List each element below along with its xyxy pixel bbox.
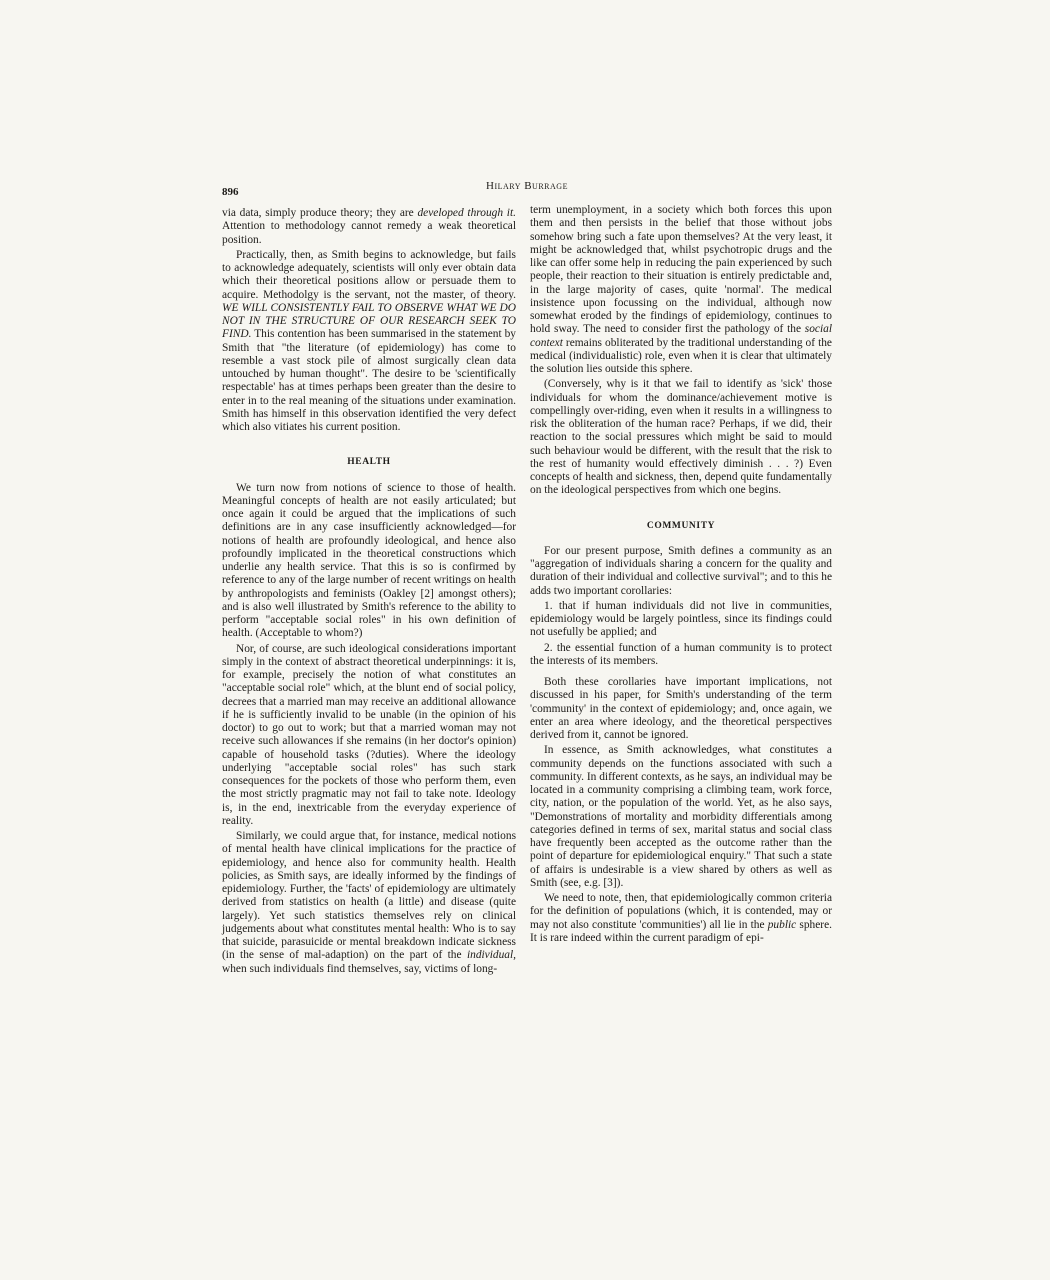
paragraph: In essence, as Smith acknowledges, what constitutes a community depends on the functions associated with such a community. In different contexts, as he says, an individual may be located in a community comprising a climbing team, work force, city, nation, or the population of the world. Yet, as he also says, "Demonstrations of mortality and morbidity differentials among categories defined in terms of sex, marital status and social class have frequently been accepted as the outcome rather than the point of departure for epidemiological enquiry." That such a state of affairs is undesirable is a view shared by others as well as Smith (see, e.g. [3]). bbox=[530, 744, 832, 889]
paragraph: via data, simply produce theory; they are developed through it. Attention to methodology cannot remedy a weak theoretical position. bbox=[222, 207, 516, 246]
paragraph: Both these corollaries have important implications, not discussed in his paper, for Smith's understanding of the term 'community' in the context of epidemiology; and, once again, we enter an area where ideology, and the theoretical perspectives derived from it, cannot be ignored. bbox=[530, 676, 832, 741]
paragraph: For our present purpose, Smith defines a community as an "aggregation of individuals sharing a concern for the quality and duration of their individual and collective survival"; and to this he adds two important corollaries: bbox=[530, 544, 832, 597]
right-column bbox=[530, 204, 832, 945]
list-item: 2. the essential function of a human community is to protect the interests of its members. bbox=[530, 641, 832, 667]
section-heading-community: COMMUNITY bbox=[646, 520, 716, 531]
paragraph: We turn now from notions of science to those of health. Meaningful concepts of health are not easily articulated; but once again it could be argued that the implications of such definitions are in any case insufficiently acknowledged—for notions of health are profoundly ideological, and hence also profoundly implicated in the theoretical constructions which underlie any health service. That this is so is confirmed by reference to any of the large number of recent writings on health by anthropologists and feminists (Oakley [2] amongst others); and is also well illustrated by Smith's reference to the ability to perform "acceptable social roles" in his own definition of health. (Acceptable to whom?) bbox=[222, 481, 516, 640]
paragraph: Similarly, we could argue that, for instance, medical notions of mental health have clinical implications for the practice of epidemiology, and hence also for community health. Health policies, as Smith says, are ideally informed by the findings of epidemiology. Further, the 'facts' of epidemiology are ultimately derived from statistics on health (a little) and disease (quite largely). Yet such statistics themselves rely on clinical judgements about what constitutes mental health: Who is to say that suicide, parasuicide or mental breakdown indicate sickness (in the sense of mal-adaption) on the part of the individual, when such individuals find themselves, say, victims of long- bbox=[222, 830, 516, 975]
paragraph: term unemployment, in a society which both forces this upon them and then persists in the belief that those without jobs somehow bring such a fate upon themselves? At the very least, it might be acknowledged that, whilst psychotropic drugs and the like can offer some help in reducing the pain experienced by such people, their reaction to their situation is entirely predictable and, in the large majority of cases, quite 'normal'. The medical insistence upon focussing on the individual, although now somewhat eroded by the findings of epidemiology, continues to hold sway. The need to consider first the pathology of the social context remains obliterated by the traditional understanding of the medical (individualistic) role, even when it is clear that ultimately the solution lies outside this sphere. bbox=[530, 204, 832, 375]
section-heading-health: HEALTH bbox=[347, 457, 391, 468]
left-column bbox=[222, 207, 516, 976]
list-item: 1. that if human individuals did not live in communities, epidemiology would be largely pointless, since its findings could not usefully be applied; and bbox=[530, 599, 832, 639]
paragraph: Nor, of course, are such ideological considerations important simply in the context of abstract theoretical underpinnings: it is, for example, precisely the notion of what constitutes an "acceptable social role" which, at the blunt end of social policy, decrees that a married man may receive an additional allowance if he is sufficiently invalid to be unable (in the opinion of his doctor) to go out to work; but that a married woman may not receive such allowances if she remains (in her doctor's opinion) capable of household tasks (?duties). Where the ideology underlying "acceptable social roles" has such stark consequences for the pockets of those who perform them, even the most strictly pragmatic may not fail to take note. Ideology is, in the end, inextricable from the everyday experience of reality. bbox=[222, 642, 516, 827]
running-head: Hilary Burrage bbox=[486, 180, 568, 192]
page-number: 896 bbox=[222, 186, 239, 198]
paragraph: Practically, then, as Smith begins to acknowledge, but fails to acknowledge adequately, scientists will only ever obtain data which their theoretical positions allow or persuade them to acquire. Methodolgy is the servant, not the master, of theory. WE WILL CONSISTENTLY FAIL TO OBSERVE WHAT WE DO NOT IN THE STRUCTURE OF OUR RESEARCH SEEK TO FIND. This contention has been summarised in the statement by Smith that "the literature (of epidemiology) has come to resemble a vast stock pile of almost surgically clean data untouched by human thought". The desire to be 'scientifically respectable' has at times perhaps been greater than the desire to enter in to the real meaning of the situations under examination. Smith has himself in this observation identified the very defect which also vitiates his current position. bbox=[222, 248, 516, 433]
paragraph: (Conversely, why is it that we fail to identify as 'sick' those individuals for whom the dominance/achievement motive is compellingly over-riding, even when it results in a willingness to risk the obliteration of the human race? Perhaps, if we did, their reaction to the social pressures which might be said to mould such behaviour would be different, with the result that the risk to the rest of humanity would effectively diminish . . . ?) Even concepts of health and sickness, then, depend quite fundamentally on the ideological perspectives from which one begins. bbox=[530, 378, 832, 497]
paragraph: We need to note, then, that epidemiologically common criteria for the definition of populations (which, it is contended, may or may not also constitute 'communities') all lie in the public sphere. It is rare indeed within the current paradigm of epi- bbox=[530, 892, 832, 944]
page-header bbox=[222, 180, 832, 200]
